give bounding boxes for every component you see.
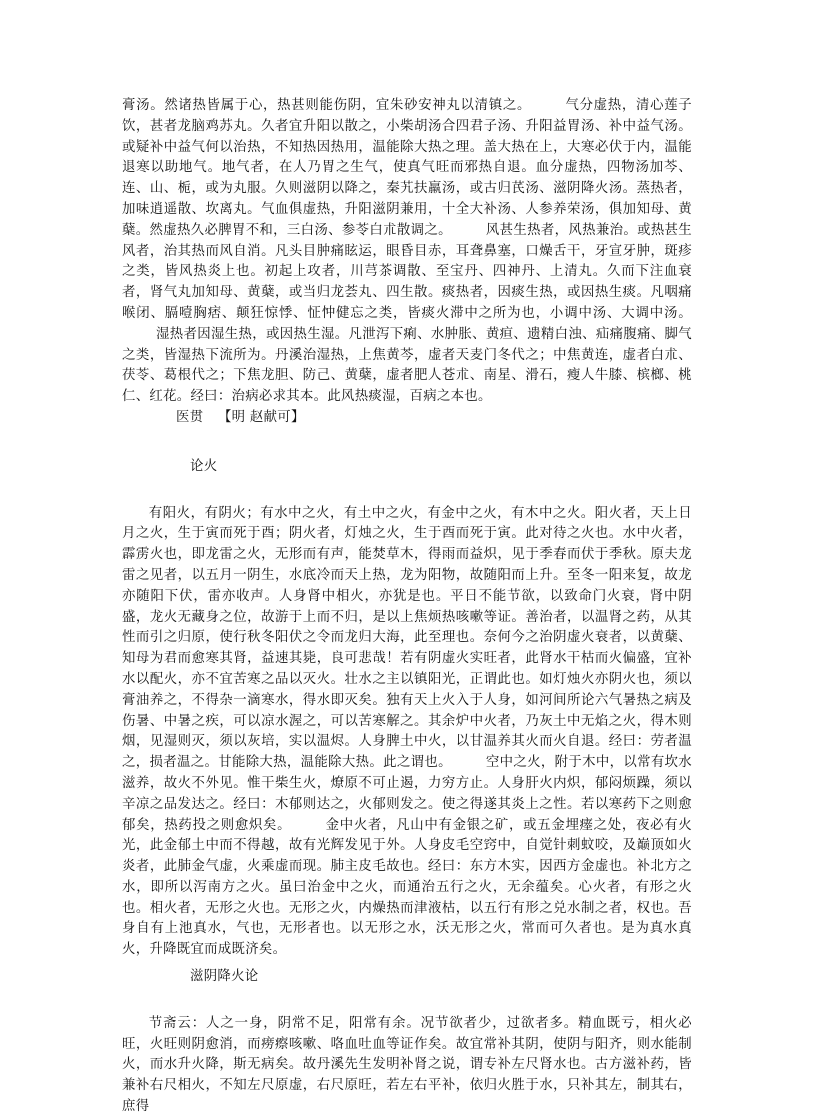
text-qi-deficiency-heat: 气分虚热，清心莲子饮，甚者龙脑鸡苏丸。久者宜升阳以散之，小柴胡汤合四君子汤、升阳益胃汤、补中益气汤。或疑补中益气何以治热，不知热因热用，温能除大热之理。盖大热在上，大寒必伏于内，温能退寒以助地气。地气者，在人乃胃之生气，使真气旺而邪热自退。血分虚热，四物汤加芩、连、山、栀，或为丸服。久则滋阴以降之，秦艽扶羸汤，或古归芪汤、滋阴降火汤。蒸热者，加味逍遥散、坎离丸。气血俱虚热，升阳滋阴兼用，十全大补汤、人参养荣汤，俱加知母、黄蘖。然虚热久必脾胃不和，三白汤、参苓白朮散调之。 — [122, 98, 692, 238]
text-air-fire: 空中之火，附于木中，以常有坎水滋养，故火不外见。惟干柴生火，燎原不可止遏，力穷方止。人身肝火内炽，郁闷烦躁，须以辛凉之品发达之。经曰：木郁则达之，火郁则发之。使之得遂其炎上之性。若以寒药下之则愈郁矣，热药投之则愈炽矣。 — [122, 755, 692, 833]
source-citation — [176, 408, 692, 429]
paragraph-nourish-yin — [122, 1014, 692, 1118]
section-title-nourish-yin: 滋阴降火论 — [190, 969, 259, 985]
source-author: 赵献可】 — [249, 409, 305, 425]
source-era: 【明 — [217, 409, 246, 425]
text-metal-fire: 金中火者，凡山中有金银之矿，或五金埋瘗之处，夜必有火光，此金郁土中而不得越，故有光辉发见于外。人身皮毛空窍中，自觉针刺蚊咬，及巅顶如火炎者，此肺金气虚，火乘虚而现。肺主皮毛故也。经曰：东方木实，因西方金虚也。补北方之水，即所以泻南方之火。虽曰治金中之火，而通治五行之火，无余蕴矣。心火者，有形之火也。相火者，无形之火也。无形之火，内燥热而津液枯，以五行有形之兑水制之者，权也。吾身自有上池真水，气也，无形者也。以无形之水，沃无形之火，常而可久者也。是为真水真火，升降既宜而成既济矣。 — [122, 817, 692, 958]
text-wind-heat: 风甚生热者，风热兼治。或热甚生风者，治其热而风自消。凡头目肿痛眩运，眼昏目赤，耳聋鼻塞，口燥舌干，牙宣牙肿，斑疹之类，皆风热炎上也。初起上攻者，川芎茶调散、至宝丹、四神丹、上清丸。久而下注血衰者，肾气丸加知母、黄蘖，或当归龙荟丸、四生散。痰热者，因痰生热，或因热生痰。凡咽痛喉闭、膈噎胸痞、颠狂惊悸、怔忡健忘之类，皆痰火滞中之所为也，小调中汤、大调中汤。 — [122, 222, 692, 321]
text-fire-types: 有阳火，有阴火；有水中之火，有土中之火，有金中之火，有木中之火。阳火者，天上日月之火，生于寅而死于酉；阴火者，灯烛之火，生于酉而死于寅。此对待之火也。水中火者，霹雳火也，即龙雷之火，无形而有声，能焚草木，得雨而益炽，见于季春而伏于季秋。原夫龙雷之见者，以五月一阴生，水底冷而天上热，龙为阳物，故随阳而上升。至冬一阳来复，故龙亦随阳下伏，雷亦收声。人身肾中相火，亦犹是也。平日不能节欲，以致命门火衰，肾中阴盛，龙火无藏身之位，故游于上而不归，是以上焦烦热咳嗽等证。善治者，以温肾之药，从其性而引之归原，使行秋冬阳伏之令而龙归大海，此至理也。奈何今之治阴虚火衰者，以黄蘖、知母为君而愈寒其肾，益速其毙，良可悲哉！若有阴虚火实旺者，此肾水干枯而火偏盛，宜补水以配火，亦不宜苦寒之品以灭火。壮水之主以镇阳光，正谓此也。如灯烛火亦阴火也，须以膏油养之，不得杂一滴寒水，得水即灭矣。独有天上火入于人身，如河间所论六气暑热之病及伤暑、中暑之疾，可以凉水渥之，可以苦寒解之。其余炉中火者，乃灰土中无焰之火，得木则烟，见湿则灭，须以灰培，实以温烬。人身脾土中火，以甘温养其火而火自退。经曰：劳者温之，损者温之。甘能除大热，温能除大热。此之谓也。 — [122, 505, 692, 771]
document-page — [122, 96, 692, 1118]
paragraph-on-fire — [122, 504, 692, 962]
text-jiezhai: 节斋云：人之一身，阴常不足，阳常有余。况节欲者少，过欲者多。精血既亏，相火必旺，火旺则阴愈消，而痨瘵咳嗽、咯血吐血等证作矣。故宜常补其阴，使阴与阳齐，则水能制火，而水升火降，斯无病矣。故丹溪先生发明补肾之说，谓专补左尺肾水也。古方滋补药，皆兼补右尺相火，不知左尺原虚，右尺原旺，若左右平补，依归火胜于水，只补其左，制其右，庶得 — [122, 1015, 692, 1115]
text-heat-heart: 膏汤。然诸热皆属于心，热甚则能伤阴，宜朱砂安神丸以清镇之。 — [122, 98, 532, 113]
text-damp-heat: 湿热者因湿生热，或因热生湿。凡泄泻下痢、水肿胀、黄疸、遗精白浊、疝痛腹痛、脚气之类，皆湿热下流所为。丹溪治湿热，上焦黄芩，虚者天麦门冬代之；中焦黄连，虚者白朮、茯苓、葛根代之；下焦龙胆、防己、黄蘖，虚者肥人苍朮、南星、滑石，瘦人牛膝、槟榔、桃仁、红花。经曰：治病必求其本。此风热痰湿，百病之本也。 — [122, 326, 692, 405]
paragraph-heat-continued — [122, 96, 692, 408]
section-title-fire: 论火 — [190, 458, 218, 474]
source-book: 医贯 — [176, 409, 204, 425]
